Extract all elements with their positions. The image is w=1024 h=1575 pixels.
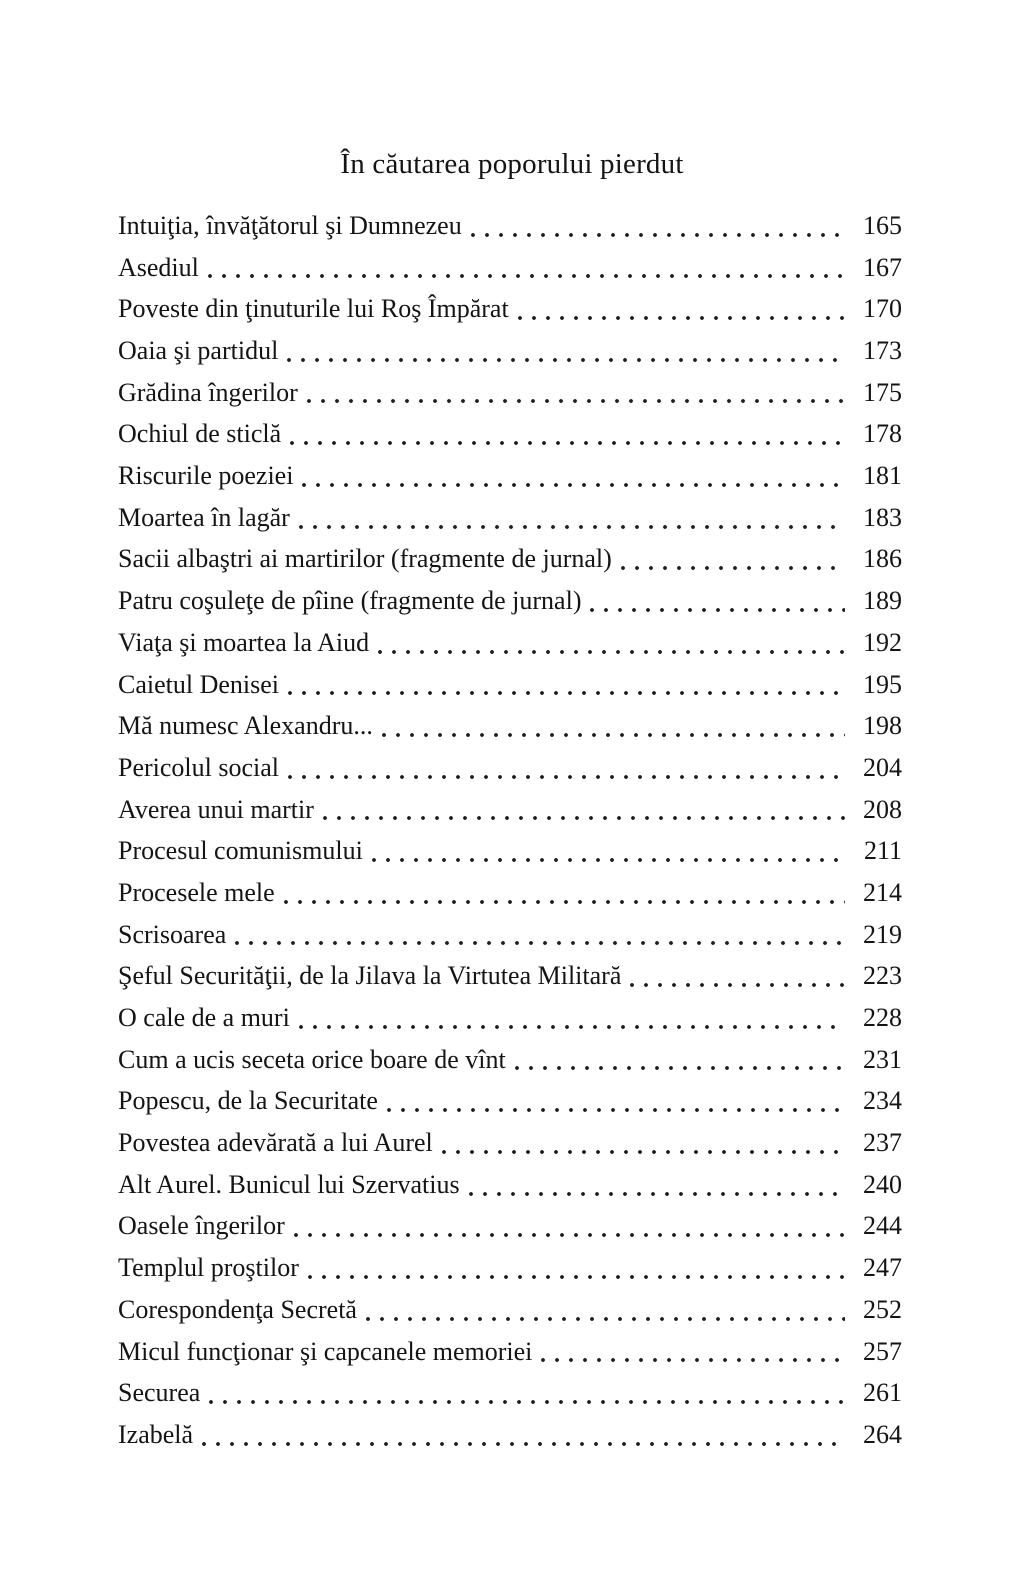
toc-entry-title: Oaia şi partidul <box>118 336 279 366</box>
toc-entry-title: Alt Aurel. Bunicul lui Szervatius <box>118 1169 460 1199</box>
toc-entry <box>118 830 902 872</box>
toc-entry <box>118 1289 902 1331</box>
toc-entry <box>118 497 902 539</box>
toc-entry-title: Templul proştilor <box>118 1253 299 1283</box>
toc-entry-page: 264 <box>863 1419 902 1449</box>
dot-leader <box>357 1289 854 1331</box>
dot-leader <box>299 1247 854 1289</box>
toc-entry <box>118 705 902 747</box>
toc-entry-title: Popescu, de la Securitate <box>118 1086 378 1116</box>
dot-leader <box>460 1164 854 1206</box>
dot-leader <box>290 497 854 539</box>
toc-entry-page: 228 <box>863 1003 902 1033</box>
dot-leader <box>373 705 854 747</box>
toc-entry-page: 237 <box>863 1128 902 1158</box>
toc-entry-page: 189 <box>863 586 902 616</box>
toc-entry-title: Moartea în lagăr <box>118 502 290 532</box>
toc-entry <box>118 997 902 1039</box>
toc-entry <box>118 1372 902 1414</box>
toc-entry-page: 175 <box>863 377 902 407</box>
toc-entry <box>118 455 902 497</box>
toc-entry <box>118 1164 902 1206</box>
toc-entry-title: Povestea adevărată a lui Aurel <box>118 1128 433 1158</box>
dot-leader <box>281 413 854 455</box>
toc-entry <box>118 1122 902 1164</box>
toc-entry-page: 198 <box>863 711 902 741</box>
dot-leader <box>378 1080 854 1122</box>
toc-entry <box>118 580 902 622</box>
dot-leader <box>369 622 854 664</box>
toc-entry-page: 167 <box>863 252 902 282</box>
dot-leader <box>612 539 854 581</box>
toc-entry-page: 181 <box>863 461 902 491</box>
toc-entry-page: 231 <box>863 1044 902 1074</box>
dot-leader <box>433 1122 854 1164</box>
toc-entry <box>118 1206 902 1248</box>
dot-leader <box>532 1331 854 1373</box>
toc-entry-page: 170 <box>863 294 902 324</box>
dot-leader <box>285 1206 854 1248</box>
toc-entry <box>118 413 902 455</box>
toc-entry-page: 173 <box>863 336 902 366</box>
toc-entry-title: Asediul <box>118 252 199 282</box>
toc-entry <box>118 789 902 831</box>
toc-entry-title: Micul funcţionar şi capcanele memoriei <box>118 1336 533 1366</box>
dot-leader <box>509 288 854 330</box>
dot-leader <box>278 330 854 372</box>
toc-entry <box>118 539 902 581</box>
toc-entry <box>118 1039 902 1081</box>
toc-entry-page: 186 <box>863 544 902 574</box>
toc-entry-title: Procesele mele <box>118 877 275 907</box>
toc-entry <box>118 1080 902 1122</box>
dot-leader <box>462 205 854 247</box>
toc-entry-title: Securea <box>118 1378 201 1408</box>
toc-entry-title: Patru coşuleţe de pîine (fragmente de jurnal) <box>118 586 582 616</box>
toc-entry-page: 252 <box>863 1294 902 1324</box>
dot-leader <box>314 789 854 831</box>
toc-entry-title: Grădina îngerilor <box>118 377 298 407</box>
toc-entry <box>118 872 902 914</box>
toc-entry-title: Şeful Securităţii, de la Jilava la Virtutea Militară <box>118 961 622 991</box>
toc-entry-page: 211 <box>863 836 902 866</box>
dot-leader <box>621 955 854 997</box>
toc-entry-page: 204 <box>863 752 902 782</box>
toc-entry-title: Mă numesc Alexandru... <box>118 711 373 741</box>
toc-entry-page: 214 <box>863 877 902 907</box>
toc-entry <box>118 288 902 330</box>
toc-entry-page: 219 <box>863 919 902 949</box>
toc-entry-title: Viaţa şi moartea la Aiud <box>118 627 370 657</box>
toc-entry <box>118 914 902 956</box>
toc-entry-page: 178 <box>863 419 902 449</box>
dot-leader <box>279 747 854 789</box>
dot-leader <box>200 1372 854 1414</box>
toc-entry-title: Pericolul social <box>118 752 280 782</box>
dot-leader <box>506 1039 854 1081</box>
toc-entry-page: 223 <box>863 961 902 991</box>
toc-entry-title: Cum a ucis seceta orice boare de vînt <box>118 1044 506 1074</box>
dot-leader <box>275 872 854 914</box>
toc-entry <box>118 955 902 997</box>
toc-list <box>118 205 902 1456</box>
toc-entry-page: 192 <box>863 627 902 657</box>
toc-entry-title: Poveste din ţinuturile lui Roş Împărat <box>118 294 509 324</box>
toc-entry <box>118 247 902 289</box>
dot-leader <box>363 830 854 872</box>
dot-leader <box>581 580 854 622</box>
toc-entry <box>118 1331 902 1373</box>
toc-entry-title: Caietul Denisei <box>118 669 280 699</box>
toc-entry <box>118 372 902 414</box>
toc-entry <box>118 330 902 372</box>
toc-entry-title: Sacii albaştri ai martirilor (fragmente de jurnal) <box>118 544 612 574</box>
toc-entry <box>118 622 902 664</box>
dot-leader <box>226 914 854 956</box>
dot-leader <box>199 247 854 289</box>
toc-entry-page: 244 <box>863 1211 902 1241</box>
toc-entry-page: 234 <box>863 1086 902 1116</box>
section-heading: În căutarea poporului pierdut <box>340 148 684 180</box>
dot-leader <box>293 455 854 497</box>
toc-entry-title: Corespondenţa Secretă <box>118 1294 357 1324</box>
toc-entry-title: Procesul comunismului <box>118 836 363 866</box>
toc-entry <box>118 664 902 706</box>
toc-entry <box>118 1247 902 1289</box>
toc-entry-page: 261 <box>863 1378 902 1408</box>
toc-entry-page: 195 <box>863 669 902 699</box>
dot-leader <box>298 372 854 414</box>
toc-entry-title: Oasele îngerilor <box>118 1211 285 1241</box>
toc-entry-page: 247 <box>863 1253 902 1283</box>
toc-entry <box>118 1414 902 1456</box>
dot-leader <box>279 664 854 706</box>
toc-entry-title: Averea unui martir <box>118 794 314 824</box>
toc-entry-title: Riscurile poeziei <box>118 461 294 491</box>
toc-entry <box>118 205 902 247</box>
dot-leader <box>193 1414 854 1456</box>
toc-entry-page: 240 <box>863 1169 902 1199</box>
toc-entry-title: O cale de a muri <box>118 1003 290 1033</box>
toc-entry-title: Izabelă <box>118 1419 194 1449</box>
toc-entry-page: 183 <box>863 502 902 532</box>
toc-entry-title: Intuiţia, învăţătorul şi Dumnezeu <box>118 210 462 240</box>
toc-entry-title: Scrisoarea <box>118 919 227 949</box>
toc-entry-title: Ochiul de sticlă <box>118 419 282 449</box>
toc-entry <box>118 747 902 789</box>
dot-leader <box>290 997 854 1039</box>
toc-entry-page: 165 <box>863 210 902 240</box>
toc-entry-page: 208 <box>863 794 902 824</box>
toc-entry-page: 257 <box>863 1336 902 1366</box>
